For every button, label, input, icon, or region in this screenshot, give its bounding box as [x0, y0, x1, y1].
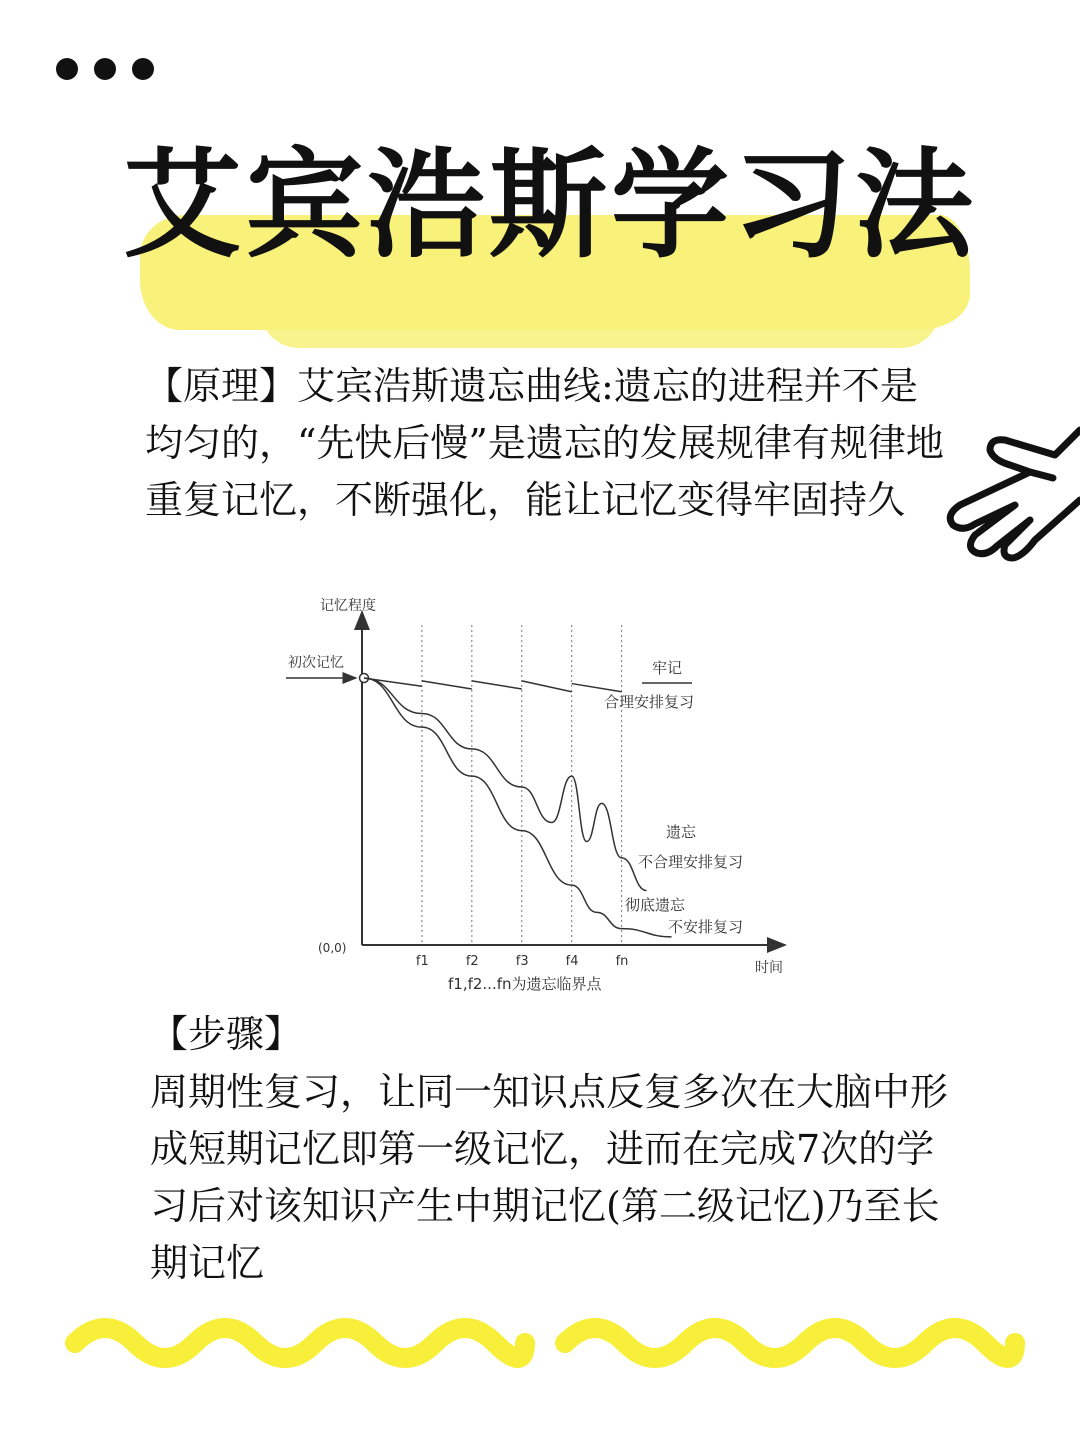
pointing-hand-icon	[935, 420, 1080, 570]
title-block	[110, 120, 990, 350]
steps-text: 周期性复习，让同一知识点反复多次在大脑中形成短期记忆即第一级记忆，进而在完成7次的学习后对该知识产生中期记忆(第二级记忆)乃至长期记忆	[150, 1070, 949, 1285]
title-highlight-lower	[260, 270, 940, 348]
series-label-total-forget: 彻底遗忘	[625, 896, 686, 914]
series-line-0-seg-1	[422, 681, 472, 689]
x-tick-f1: f1	[415, 954, 429, 969]
series-line-0-seg-3	[522, 681, 572, 692]
series-line-0-seg-4	[572, 684, 622, 692]
x-axis-label: 时间	[755, 960, 783, 976]
x-tick-f2: f2	[465, 954, 479, 969]
principle-label: 【原理】	[145, 364, 298, 408]
steps-label: 【步骤】	[150, 1012, 303, 1056]
x-tick-f4: f4	[565, 954, 579, 969]
series-label-remember: 牢记	[652, 659, 683, 677]
x-tick-fn: fn	[615, 954, 629, 969]
yellow-wave-left	[60, 1308, 540, 1378]
series-sublabel-forget: 不合理安排复习	[638, 853, 744, 871]
y-axis-label: 记忆程度	[320, 598, 376, 614]
series-label-forget: 遗忘	[666, 823, 697, 841]
principle-paragraph	[145, 358, 945, 529]
x-tick-f3: f3	[515, 954, 529, 969]
origin-label: (0,0)	[318, 941, 347, 955]
yellow-wave-right	[550, 1308, 1030, 1378]
principle-text: 艾宾浩斯遗忘曲线:遗忘的进程并不是均匀的，“先快后慢”是遗忘的发展规律有规律地重复记忆，不断强化，能让记忆变得牢固持久	[145, 364, 944, 522]
start-label: 初次记忆	[288, 655, 344, 671]
series-line-0-seg-2	[472, 681, 522, 689]
series-sublabel-remember: 合理安排复习	[604, 693, 695, 711]
forgetting-curve-chart	[280, 590, 810, 1000]
more-dots-icon	[56, 58, 154, 80]
chart-caption: f1,f2...fn为遗忘临界点	[448, 975, 602, 993]
series-sublabel-total-forget: 不安排复习	[668, 918, 744, 936]
page-title: 艾宾浩斯学习法	[122, 135, 977, 274]
